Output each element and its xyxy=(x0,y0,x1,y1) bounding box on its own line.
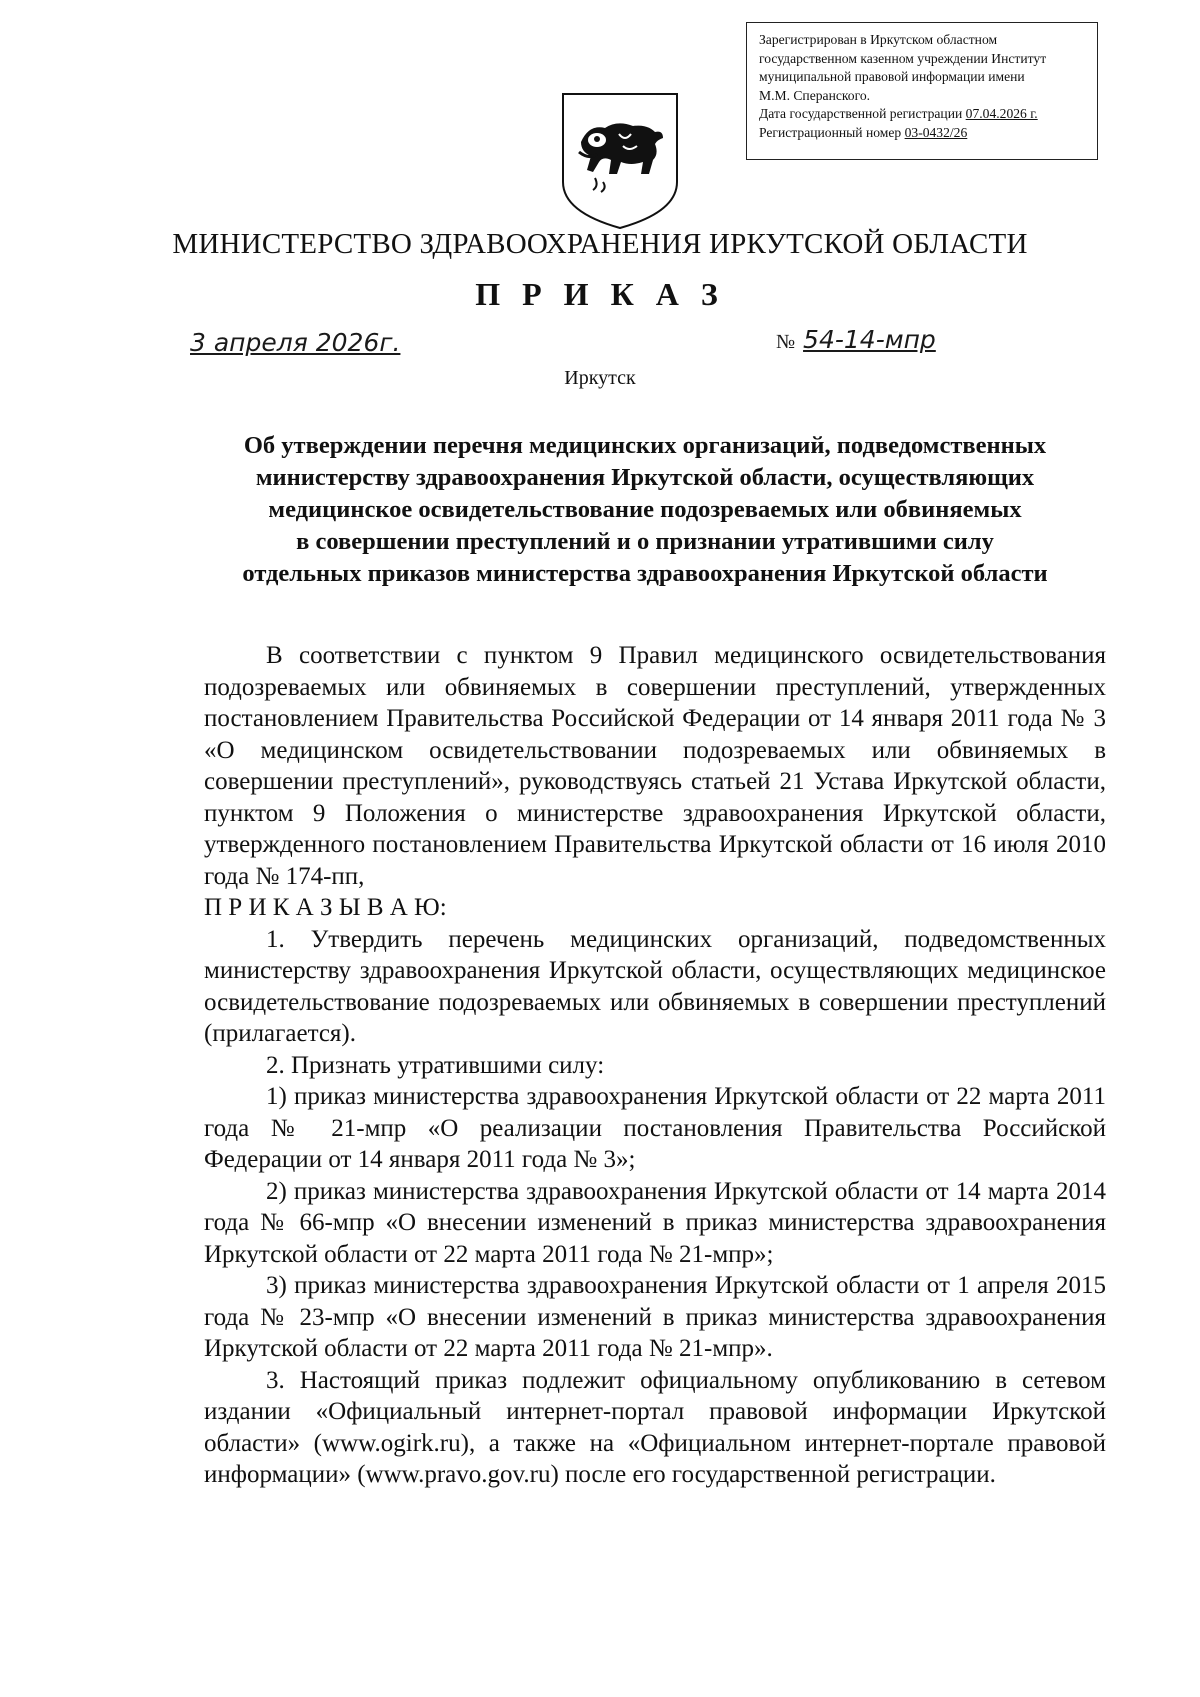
handwritten-number xyxy=(776,325,936,354)
order-word: П Р И К А З Ы В А Ю: xyxy=(204,894,447,921)
registration-line: муниципальной правовой информации имени xyxy=(759,69,1025,84)
handwritten-date: 3 апреля 2026г. xyxy=(190,328,401,357)
city: Иркутск xyxy=(564,367,636,389)
preamble-paragraph: В соответствии с пунктом 9 Правил медицинского освидетельствования подозреваемых или обвиняемых в совершении преступлений, утвержденных постановлением Правительства Российской Федерации от 14 января 2011 года № 3 «О медицинском освидетельствовании подозреваемых или обвиняемых в совершении преступлений», руководствуясь статьей 21 Устава Иркутской области, пунктом 9 Положения о министерстве здравоохранения Иркутской области, утвержденного постановлением Правительства Иркутской области от 16 июля 2010 года № 174-пп, xyxy=(204,642,1106,890)
title-line: министерству здравоохранения Иркутской области, осуществляющих xyxy=(255,464,1035,491)
title-line: Об утверждении перечня медицинских организаций, подведомственных xyxy=(243,432,1047,459)
number-sign: № xyxy=(776,331,796,353)
order-number: 54-14-мпр xyxy=(803,325,936,354)
document-title xyxy=(190,430,1100,590)
item-2: 2. Признать утратившими силу: xyxy=(266,1051,605,1079)
registration-line: М.М. Сперанского. xyxy=(759,87,871,103)
irkutsk-coat-of-arms-icon xyxy=(559,90,681,232)
registration-line: государственном казенном учреждении Институт xyxy=(759,50,1047,66)
registration-date-label: Дата государственной регистрации xyxy=(759,106,963,121)
item-2-1: 1) приказ министерства здравоохранения Иркутской области от 22 марта 2011 года № 21-мпр «О реализации постановления Правительства Российской Федерации от 14 января 2011 года № 3»; xyxy=(204,1083,1106,1173)
registration-date-value: 07.04.2026 г. xyxy=(965,106,1038,121)
registration-number-label: Регистрационный номер xyxy=(759,124,902,140)
item-3: 3. Настоящий приказ подлежит официальному опубликованию в сетевом издании «Официальный интернет-портал правовой информации Иркутской области» (www.ogirk.ru), а также на «Официальном интернет-портале правовой информации» (www.pravo.gov.ru) после его государственной регистрации. xyxy=(204,1366,1106,1488)
item-2-3: 3) приказ министерства здравоохранения Иркутской области от 1 апреля 2015 года № 23-мпр «О внесении изменений в приказ министерства здравоохранения Иркутской области от 22 марта 2011 года № 21-мпр». xyxy=(204,1272,1106,1362)
title-line: медицинское освидетельствование подозреваемых или обвиняемых xyxy=(268,496,1022,523)
registration-number-row xyxy=(759,124,1087,143)
document-body xyxy=(204,640,1106,1491)
registration-date-row xyxy=(759,105,1087,124)
registration-number-value: 03-0432/26 xyxy=(904,124,968,140)
ministry-name: МИНИСТЕРСТВО ЗДРАВООХРАНЕНИЯ ИРКУТСКОЙ ОБЛАСТИ xyxy=(172,228,1028,260)
title-line: отдельных приказов министерства здравоохранения Иркутской области xyxy=(242,560,1048,587)
document-type: П Р И К А З xyxy=(475,276,725,312)
item-2-2: 2) приказ министерства здравоохранения Иркутской области от 14 марта 2014 года № 66-мпр «О внесении изменений в приказ министерства здравоохранения Иркутской области от 22 марта 2011 года № 21-мпр»; xyxy=(204,1177,1106,1268)
title-line: в совершении преступлений и о признании утратившими силу xyxy=(296,528,994,555)
registration-stamp xyxy=(746,22,1098,160)
item-1: 1. Утвердить перечень медицинских организаций, подведомственных министерству здравоохранения Иркутской области, осуществляющих медицинское освидетельствование подозреваемых или обвиняемых в совершении преступлений (прилагается). xyxy=(204,925,1106,1047)
registration-line: Зарегистрирован в Иркутском областном xyxy=(759,32,998,47)
